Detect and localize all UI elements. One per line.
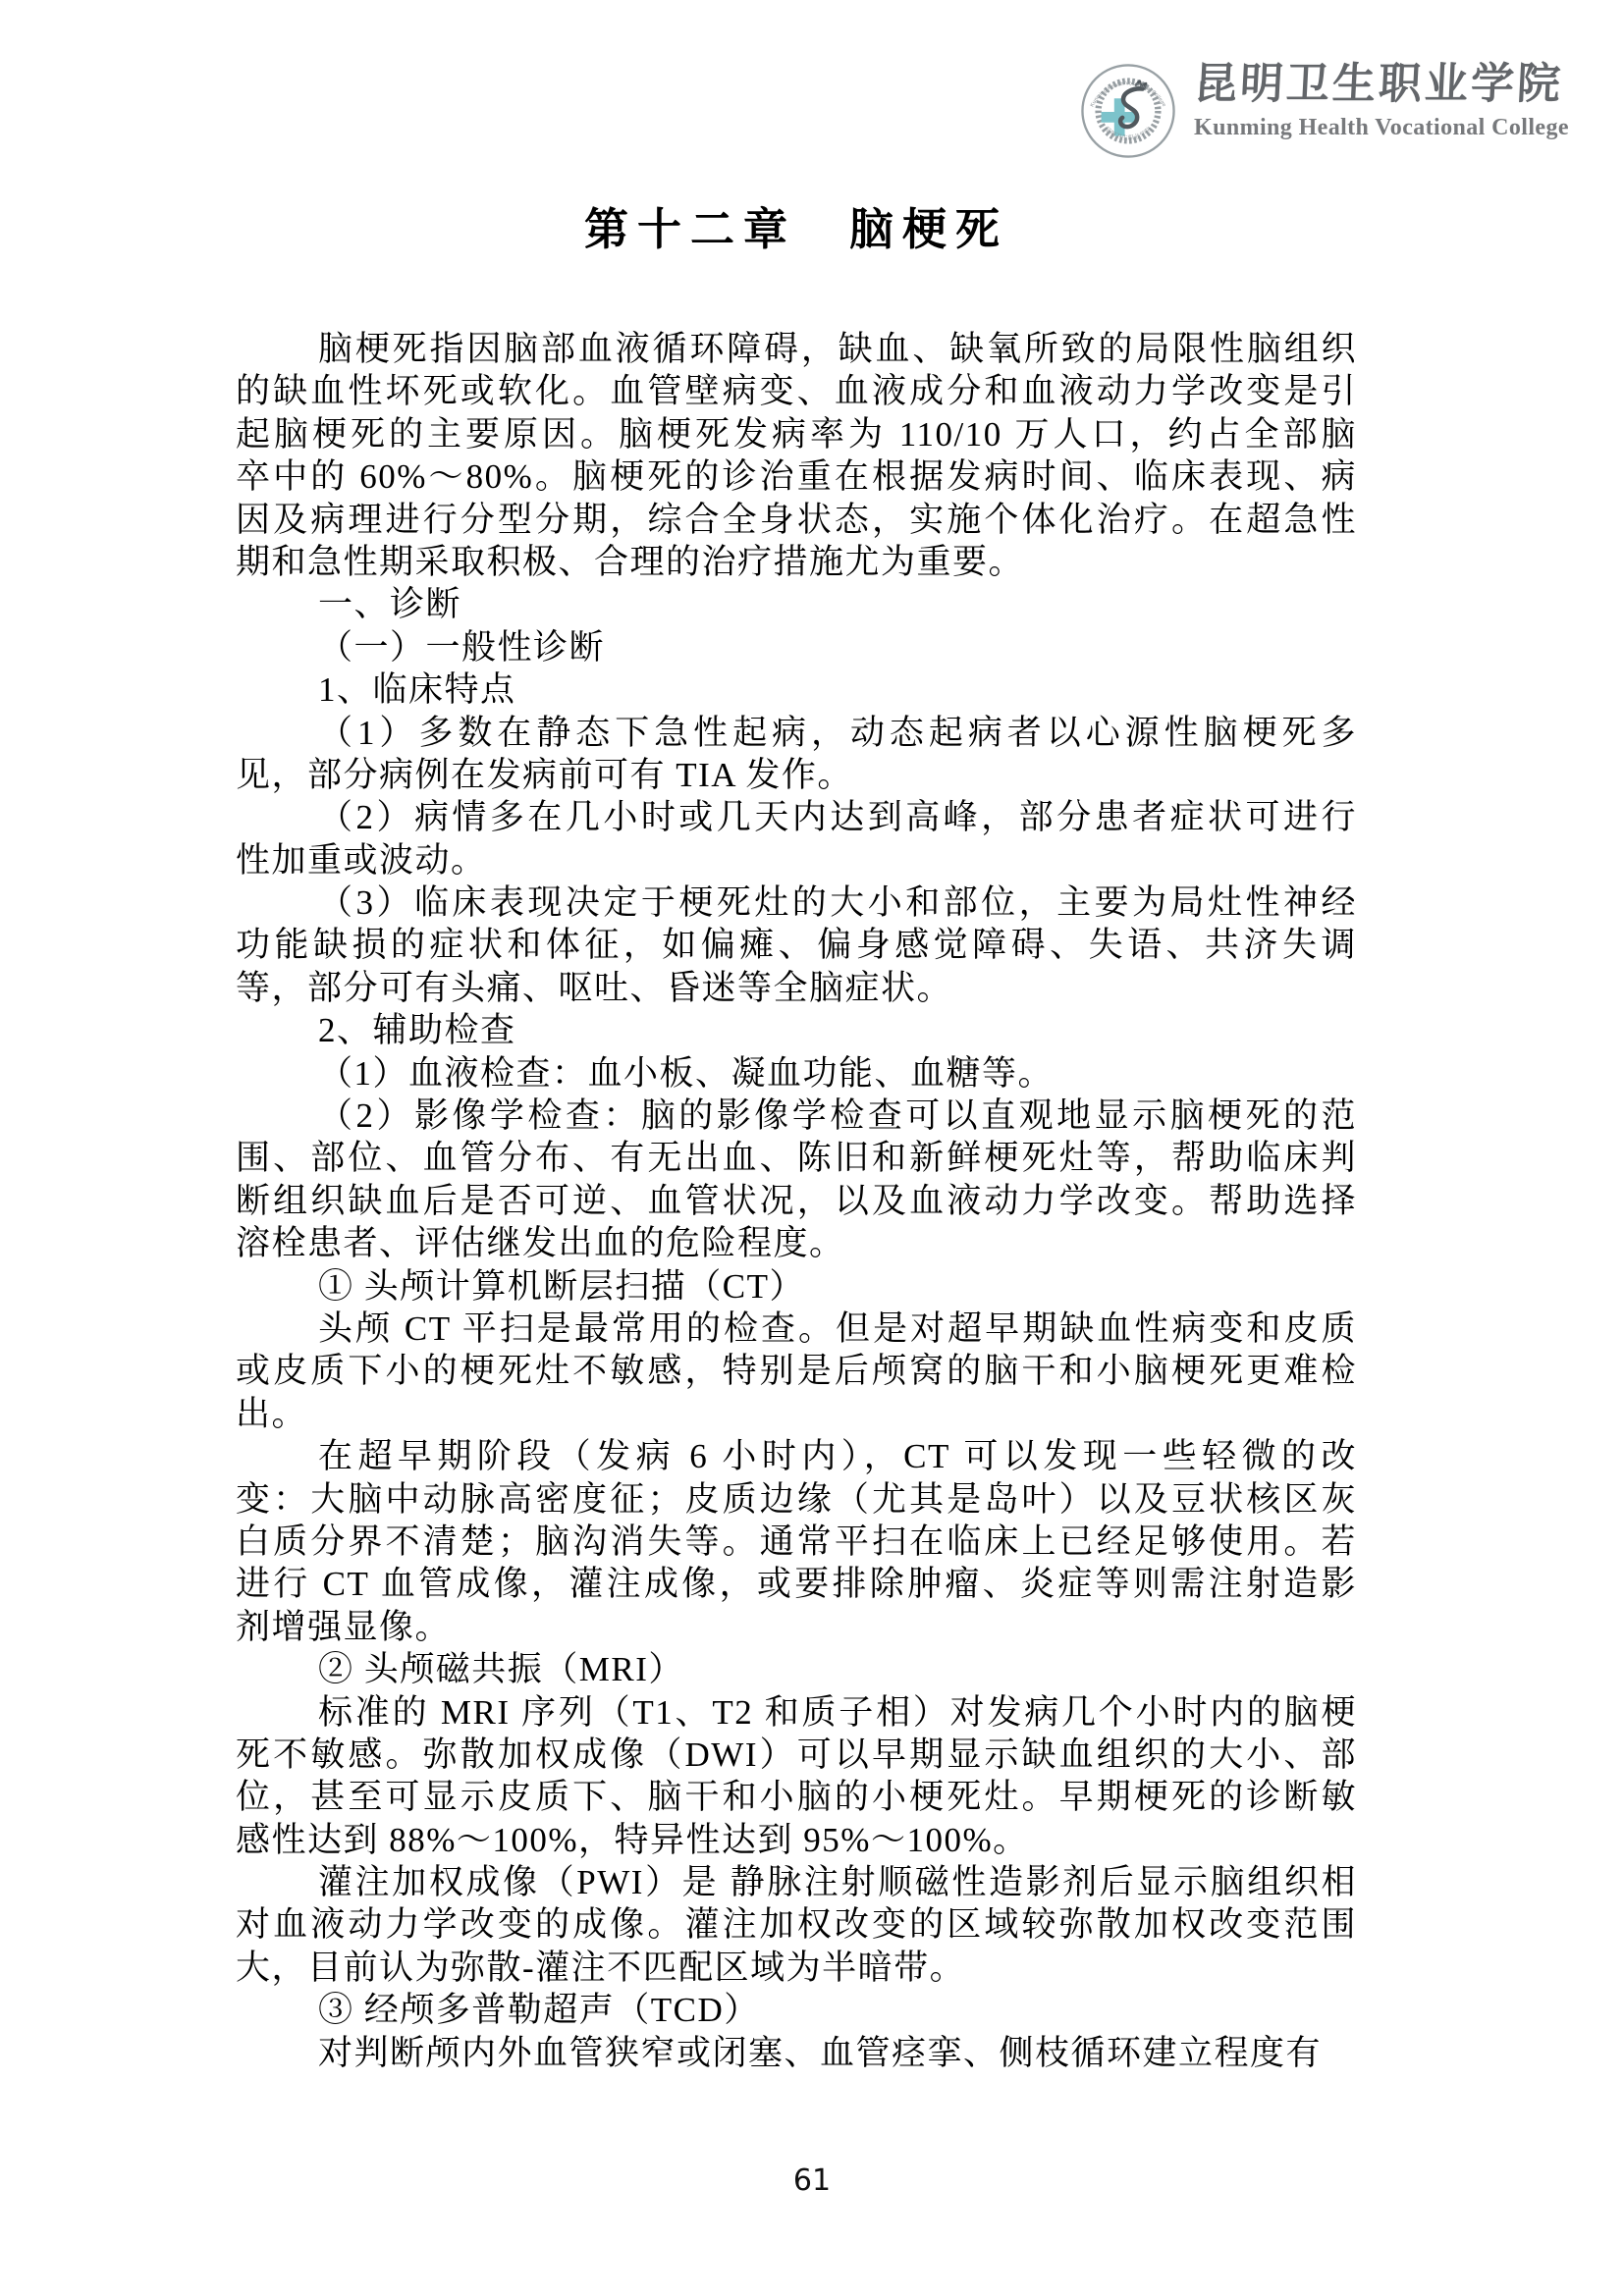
body-line: 溶栓患者、评估继发出血的危险程度。 (236, 1224, 845, 1263)
body-line: 因及病理进行分型分期，综合全身状态，实施个体化治疗。在超急性 (236, 500, 1357, 539)
body-line: 1、临床特点 (318, 670, 516, 710)
body-line: 标准的 MRI 序列（T1、T2 和质子相）对发病几个小时内的脑梗 (318, 1692, 1357, 1732)
body-line: 功能缺损的症状和体征，如偏瘫、偏身感觉障碍、失语、共济失调 (236, 926, 1357, 965)
college-name-english: Kunming Health Vocational College (1194, 115, 1569, 140)
seal-arc-bottom-text: 昆明卫生职业学院 (1103, 125, 1154, 142)
body-line: （1）多数在静态下急性起病，动态起病者以心源性脑梗死多 (318, 713, 1357, 752)
body-line: （2）病情多在几小时或几天内达到高峰，部分患者症状可进行 (318, 798, 1357, 837)
body-line: 死不敏感。弥散加权成像（DWI）可以早期显示缺血组织的大小、部 (236, 1735, 1357, 1774)
body-line: 变：大脑中动脉高密度征；皮质边缘（尤其是岛叶）以及豆状核区灰 (236, 1479, 1357, 1519)
body-line: 剂增强显像。 (236, 1607, 452, 1646)
page-number: 61 (792, 2163, 832, 2198)
body-line: 进行 CT 血管成像，灌注成像，或要排除肿瘤、炎症等则需注射造影 (236, 1565, 1357, 1604)
body-line: 对判断颅内外血管狭窄或闭塞、血管痉挛、侧枝循环建立程度有 (318, 2033, 1323, 2072)
body-line: 见，部分病例在发病前可有 TIA 发作。 (236, 755, 853, 794)
body-line: 或皮质下小的梗死灶不敏感，特别是后颅窝的脑干和小脑梗死更难检 (236, 1352, 1357, 1391)
body-line: 大，目前认为弥散-灌注不匹配区域为半暗带。 (236, 1948, 966, 1987)
body-line: 等，部分可有头痛、呕吐、昏迷等全脑症状。 (236, 968, 953, 1007)
body-line: ② 头颅磁共振（MRI） (318, 1650, 684, 1689)
body-line: （2）影像学检查：脑的影像学检查可以直观地显示脑梗死的范 (318, 1096, 1357, 1136)
body-line: ① 头颅计算机断层扫描（CT） (318, 1266, 805, 1306)
seal-arc-top-text: Kunming Health Vocational College (1089, 80, 1167, 109)
body-line: 围、部位、血管分布、有无出血、陈旧和新鲜梗死灶等，帮助临床判 (236, 1139, 1357, 1178)
college-name-block (1194, 55, 1567, 141)
body-line: 卒中的 60%～80%。脑梗死的诊治重在根据发病时间、临床表现、病 (236, 457, 1357, 497)
college-logo (1080, 55, 1567, 159)
body-line: 对血液动力学改变的成像。灌注加权改变的区域较弥散加权改变范围 (236, 1905, 1357, 1945)
body-line: 2、辅助检查 (318, 1011, 516, 1050)
body-line: 一、诊断 (318, 585, 462, 624)
college-name-calligraphy: 昆明卫生职业学院 (1192, 60, 1565, 108)
body-line: （一）一般性诊断 (318, 627, 606, 667)
body-line: 起脑梗死的主要原因。脑梗死发病率为 110/10 万人口，约占全部脑 (236, 414, 1357, 454)
chapter-title: 第十二章 脑梗死 (583, 205, 1008, 254)
body-line: 出。 (236, 1394, 308, 1433)
body-line: 白质分界不清楚；脑沟消失等。通常平扫在临床上已经足够使用。若 (236, 1522, 1357, 1561)
body-line: 脑梗死指因脑部血液循环障碍，缺血、缺氧所致的局限性脑组织 (318, 330, 1357, 368)
body-line: 感性达到 88%～100%，特异性达到 95%～100%。 (236, 1820, 1029, 1859)
body-line: 断组织缺血后是否可逆、血管状况，以及血液动力学改变。帮助选择 (236, 1181, 1357, 1220)
body-line: （3）临床表现决定于梗死灶的大小和部位，主要为局灶性神经 (318, 883, 1357, 923)
body-line: 在超早期阶段（发病 6 小时内），CT 可以发现一些轻微的改 (318, 1437, 1357, 1476)
body-line: 位，甚至可显示皮质下、脑干和小脑的小梗死灶。早期梗死的诊断敏 (236, 1778, 1357, 1817)
body-line: 的缺血性坏死或软化。血管壁病变、血液成分和血液动力学改变是引 (236, 372, 1357, 411)
body-line: 头颅 CT 平扫是最常用的检查。但是对超早期缺血性病变和皮质 (318, 1308, 1357, 1348)
body-line: 期和急性期采取积极、合理的治疗措施尤为重要。 (236, 542, 1025, 581)
body-line: （1）血液检查：血小板、凝血功能、血糖等。 (318, 1053, 1055, 1093)
college-seal-icon (1080, 63, 1176, 159)
body-line: ③ 经颅多普勒超声（TCD） (318, 1991, 760, 2030)
body-text (236, 328, 1357, 2074)
body-line: 灌注加权成像（PWI）是 静脉注射顺磁性造影剂后显示脑组织相 (318, 1863, 1357, 1902)
body-line: 性加重或波动。 (236, 840, 487, 880)
